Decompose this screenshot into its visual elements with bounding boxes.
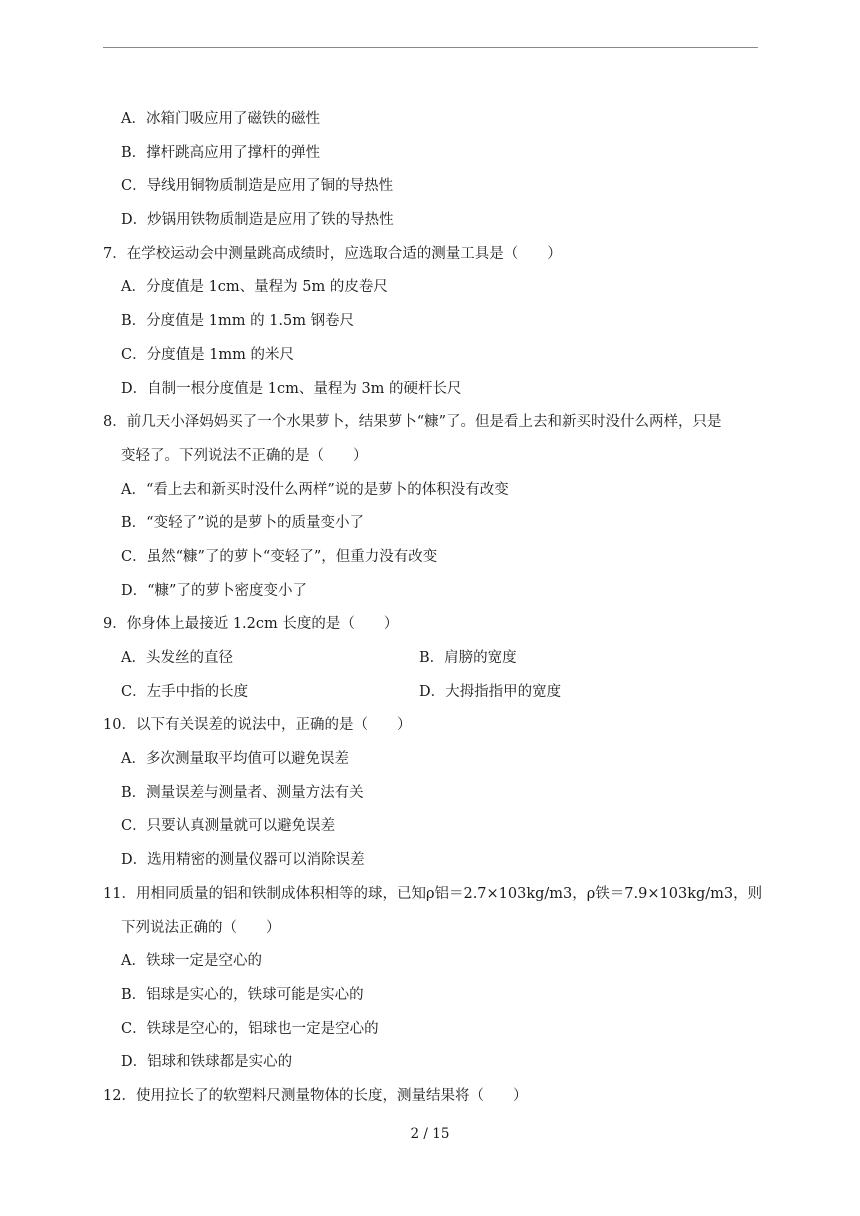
q9-option-c: C．左手中指的长度 [121,683,249,700]
q11-option-b: B．铝球是实心的，铁球可能是实心的 [121,986,364,1003]
q8-option-a: A．“看上去和新买时没什么两样”说的是萝卜的体积没有改变 [121,481,509,498]
q9-option-d: D．大拇指指甲的宽度 [419,683,562,700]
q11-option-d: D．铝球和铁球都是实心的 [121,1054,293,1071]
page-indicator: 2 / 15 [410,1126,450,1142]
q8-option-d: D．“糠”了的萝卜密度变小了 [121,582,307,599]
q8-option-b: B．“变轻了”说的是萝卜的质量变小了 [121,515,364,532]
q9-option-a: A．头发丝的直径 [121,650,233,666]
q11-stem-line1: 11．用相同质量的铝和铁制成体积相等的球，已知ρ铝＝2.7×103kg/m3，ρ铁＝7.9×103kg/m3，则 [103,885,763,902]
q9-options-row2 [103,676,763,710]
q7-option-d: D．自制一根分度值是 1cm、量程为 3m 的硬杆长尺 [121,380,462,397]
q10-option-c: C．只要认真测量就可以避免误差 [121,818,336,835]
q9-option-b: B．肩膀的宽度 [419,650,517,666]
q6-option-d: D．炒锅用铁物质制造是应用了铁的导热性 [121,212,394,229]
q6-option-a: A．冰箱门吸应用了磁铁的磁性 [121,111,320,127]
q9-options-row1 [103,642,763,676]
q10-option-b: B．测量误差与测量者、测量方法有关 [121,784,364,801]
header-rule [103,47,758,48]
q10-option-a: A．多次测量取平均值可以避免误差 [121,751,349,768]
q12-stem: 12．使用拉长了的软塑料尺测量物体的长度，测量结果将（ ） [103,1087,528,1104]
q8-option-c: C．虽然“糠”了的萝卜“变轻了”，但重力没有改变 [121,548,438,565]
page-content [103,103,763,1114]
q8-stem-line2: 变轻了。下列说法不正确的是（ ） [121,447,368,464]
q11-option-c: C．铁球是空心的，铝球也一定是空心的 [121,1020,379,1037]
q6-option-b: B．撑杆跳高应用了撑杆的弹性 [121,144,321,161]
q9-stem: 9．你身体上最接近 1.2cm 长度的是（ ） [103,616,399,633]
q7-option-a: A．分度值是 1cm、量程为 5m 的皮卷尺 [121,279,388,296]
q7-option-c: C．分度值是 1mm 的米尺 [121,346,295,363]
q6-option-c: C．导线用铜物质制造是应用了铜的导热性 [121,178,394,195]
q11-option-a: A．铁球一定是空心的 [121,953,262,970]
q7-stem: 7．在学校运动会中测量跳高成绩时，应选取合适的测量工具是（ ） [103,245,562,262]
q11-stem-line2: 下列说法正确的（ ） [121,919,281,936]
q10-stem: 10．以下有关误差的说法中，正确的是（ ） [103,717,412,734]
q8-stem-line1: 8．前几天小泽妈妈买了一个水果萝卜，结果萝卜“糠”了。但是看上去和新买时没什么两样，只是 [103,414,722,431]
q10-option-d: D．选用精密的测量仪器可以消除误差 [121,852,365,869]
q7-option-b: B．分度值是 1mm 的 1.5m 钢卷尺 [121,313,355,330]
